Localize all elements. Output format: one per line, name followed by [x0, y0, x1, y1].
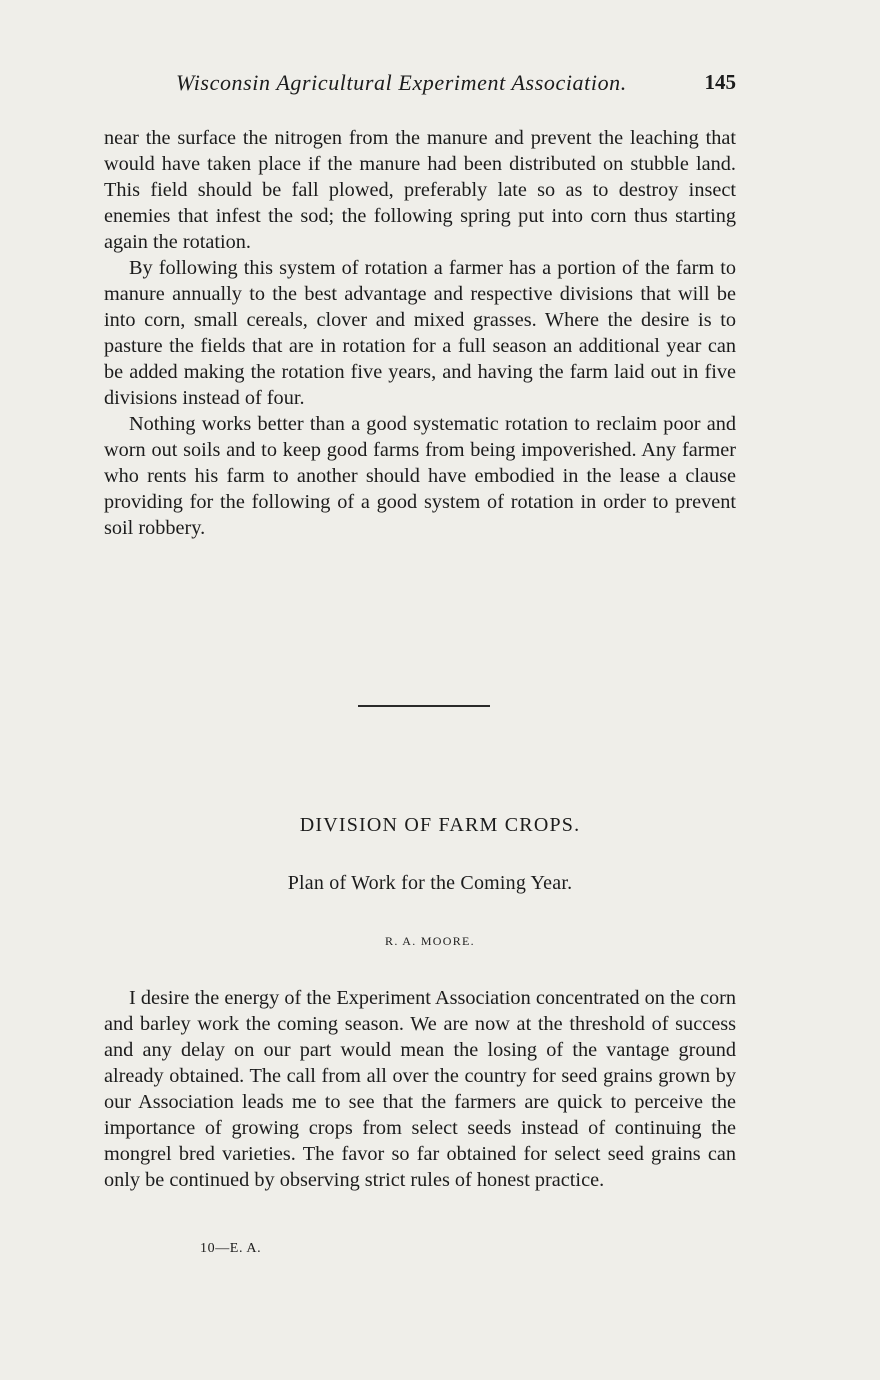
section-subtitle: Plan of Work for the Coming Year. — [287, 872, 573, 894]
section-author: R. A. MOORE. — [385, 934, 475, 948]
section-divider-rule — [358, 705, 490, 707]
paragraph: By following this system of rotation a farmer has a portion of the farm to manure annually to the best advantage and respective divisions that will be into corn, small cereals, clover and mixed grasses. Where the desire is to pasture the fields that are in rotation for a full season an additional year can be added making the rotation five years, and having the farm laid out in five divisions instead of four. — [104, 257, 736, 409]
paragraph-continued: near the surface the nitrogen from the manure and prevent the leaching that would have taken place if the manure had been distributed on stubble land. This field should be fall plowed, preferably late so as to destroy insect enemies that infest the sod; the following spring put into corn thus starting again the rotation. — [104, 127, 736, 253]
upper-text-block — [104, 125, 736, 541]
running-header — [176, 70, 736, 104]
section-title: DIVISION OF FARM CROPS. — [299, 814, 581, 836]
paragraph: Nothing works better than a good systematic rotation to reclaim poor and worn out soils and to keep good farms from being impoverished. Any farmer who rents his farm to another should have embodied in the lease a clause providing for the following of a good system of rotation in order to prevent soil robbery. — [104, 413, 736, 539]
page-number: 145 — [704, 70, 736, 94]
section-text-block — [104, 985, 736, 1193]
signature-mark: 10—E. A. — [200, 1241, 262, 1256]
running-title: Wisconsin Agricultural Experiment Association. — [176, 70, 627, 95]
paragraph: I desire the energy of the Experiment Association concentrated on the corn and barley work the coming season. We are now at the threshold of success and any delay on our part would mean the losing of the vantage ground already obtained. The call from all over the country for seed grains grown by our Association leads me to see that the farmers are quick to perceive the importance of growing crops from select seeds instead of continuing the mongrel bred varieties. The favor so far obtained for select seed grains can only be continued by observing strict rules of honest practice. — [104, 987, 736, 1191]
